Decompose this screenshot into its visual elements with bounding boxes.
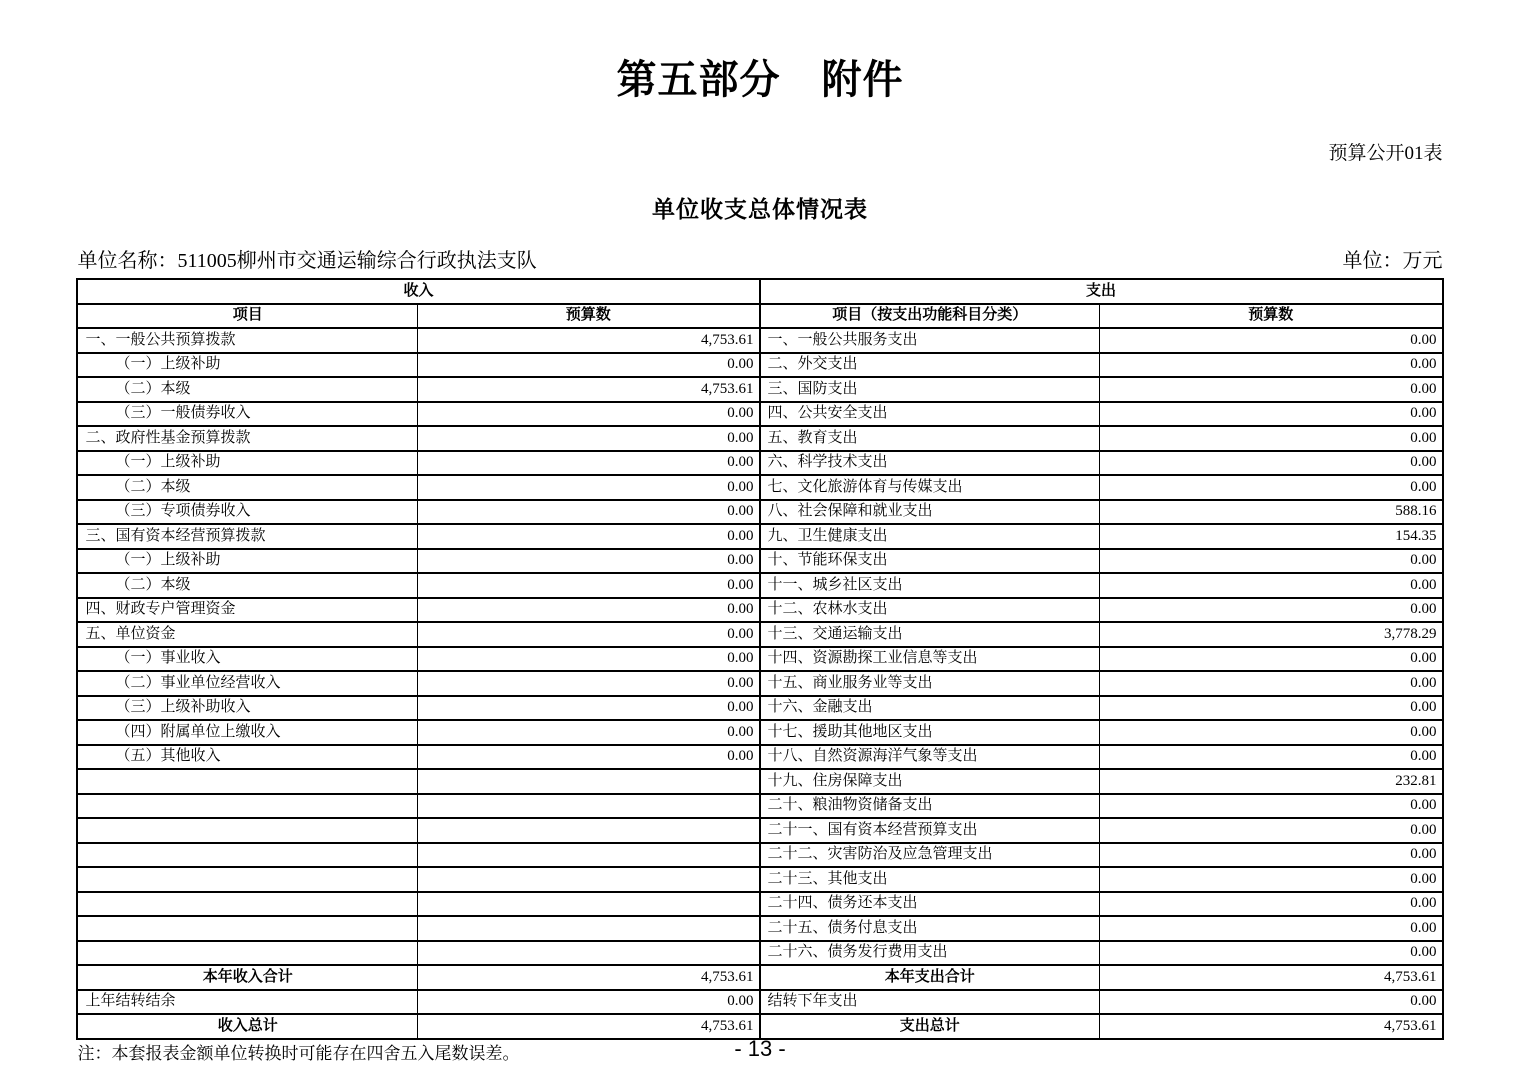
income-value-cell: 0.00 [417, 500, 759, 525]
expense-value-cell: 0.00 [1100, 720, 1443, 745]
income-value-cell: 0.00 [417, 696, 759, 721]
income-item-cell: （二）本级 [77, 377, 417, 402]
unit-label: 单位：万元 [1342, 250, 1443, 272]
table-row [77, 818, 1442, 843]
income-value-cell [417, 916, 759, 941]
income-value-cell [417, 769, 759, 794]
table-row [77, 1014, 1442, 1039]
expense-value-cell: 0.00 [1100, 745, 1443, 770]
income-value-cell: 0.00 [417, 573, 759, 598]
income-item-cell: 二、政府性基金预算拨款 [77, 426, 417, 451]
table-row [77, 500, 1442, 525]
expense-value-cell: 154.35 [1100, 524, 1443, 549]
income-item-cell [77, 867, 417, 892]
expense-value-cell: 0.00 [1100, 549, 1443, 574]
unit-name: 单位名称：511005柳州市交通运输综合行政执法支队 [77, 250, 537, 272]
expense-value-cell: 0.00 [1100, 941, 1443, 966]
table-row [77, 769, 1442, 794]
meta-row [78, 250, 1443, 272]
income-value-cell [417, 794, 759, 819]
expense-value-cell: 232.81 [1100, 769, 1443, 794]
table-row [77, 524, 1442, 549]
income-item-cell [77, 843, 417, 868]
expense-value-cell: 0.00 [1100, 353, 1443, 378]
expense-item-cell: 五、教育支出 [760, 426, 1100, 451]
table-row [77, 990, 1442, 1015]
expense-item-cell: 十九、住房保障支出 [760, 769, 1100, 794]
table-row [77, 573, 1442, 598]
income-item-cell [77, 818, 417, 843]
table-row [77, 720, 1442, 745]
income-value-cell: 0.00 [417, 475, 759, 500]
expense-item-cell: 八、社会保障和就业支出 [760, 500, 1100, 525]
expense-item-cell: 十、节能环保支出 [760, 549, 1100, 574]
table-row [77, 941, 1442, 966]
expense-item-cell: 十二、农林水支出 [760, 598, 1100, 623]
table-row [77, 377, 1442, 402]
income-item-cell [77, 794, 417, 819]
table-row [77, 916, 1442, 941]
table-row [77, 475, 1442, 500]
page-number: - 13 - [734, 1036, 786, 1061]
income-item-cell [77, 892, 417, 917]
expense-value-cell: 3,778.29 [1100, 622, 1443, 647]
expense-item-cell: 十四、资源勘探工业信息等支出 [760, 647, 1100, 672]
expense-value-cell: 588.16 [1100, 500, 1443, 525]
income-item-cell: （一）事业收入 [77, 647, 417, 672]
income-item-cell: 四、财政专户管理资金 [77, 598, 417, 623]
expense-value-cell: 0.00 [1100, 990, 1443, 1015]
income-value-cell: 0.00 [417, 990, 759, 1015]
income-item-cell: 一、一般公共预算拨款 [77, 328, 417, 353]
table-row [77, 451, 1442, 476]
page-title: 第五部分 附件 [616, 58, 904, 102]
income-item-cell: （二）本级 [77, 475, 417, 500]
table-row [77, 426, 1442, 451]
income-item-cell: （三）专项债券收入 [77, 500, 417, 525]
income-value-cell: 0.00 [417, 598, 759, 623]
income-value-cell: 4,753.61 [417, 377, 759, 402]
expense-item-cell: 十一、城乡社区支出 [760, 573, 1100, 598]
income-value-cell: 0.00 [417, 745, 759, 770]
income-item-cell [77, 941, 417, 966]
expense-value-cell: 0.00 [1100, 426, 1443, 451]
income-value-cell: 0.00 [417, 451, 759, 476]
income-value-cell [417, 818, 759, 843]
income-item-cell [77, 769, 417, 794]
income-item-cell: （一）上级补助 [77, 451, 417, 476]
income-item-cell: 本年收入合计 [77, 965, 417, 990]
expense-item-cell: 九、卫生健康支出 [760, 524, 1100, 549]
section-header-row [77, 279, 1442, 304]
table-row [77, 549, 1442, 574]
expense-value-cell: 4,753.61 [1100, 965, 1443, 990]
expense-section-header: 支出 [760, 279, 1443, 304]
income-item-cell: （四）附属单位上缴收入 [77, 720, 417, 745]
income-value-cell: 0.00 [417, 549, 759, 574]
income-item-cell: 三、国有资本经营预算拨款 [77, 524, 417, 549]
budget-table [76, 278, 1443, 1040]
expense-value-cell: 0.00 [1100, 377, 1443, 402]
expense-item-cell: 十三、交通运输支出 [760, 622, 1100, 647]
expense-value-cell: 0.00 [1100, 867, 1443, 892]
column-header-row [77, 304, 1442, 329]
expense-value-cell: 0.00 [1100, 794, 1443, 819]
form-number: 预算公开01表 [1328, 143, 1443, 164]
table-row [77, 965, 1442, 990]
expense-value-cell: 0.00 [1100, 647, 1443, 672]
expense-item-cell: 二十四、债务还本支出 [760, 892, 1100, 917]
table-row [77, 671, 1442, 696]
income-item-cell: （一）上级补助 [77, 353, 417, 378]
expense-item-cell: 二十二、灾害防治及应急管理支出 [760, 843, 1100, 868]
expense-item-cell: 七、文化旅游体育与传媒支出 [760, 475, 1100, 500]
expense-value-cell: 0.00 [1100, 475, 1443, 500]
expense-value-cell: 0.00 [1100, 451, 1443, 476]
income-item-cell [77, 916, 417, 941]
table-title: 单位收支总体情况表 [652, 196, 868, 222]
income-value-cell: 0.00 [417, 426, 759, 451]
table-row [77, 353, 1442, 378]
table-row [77, 843, 1442, 868]
income-item-cell: 收入总计 [77, 1014, 417, 1039]
expense-value-cell: 0.00 [1100, 328, 1443, 353]
expense-item-cell: 二十六、债务发行费用支出 [760, 941, 1100, 966]
expense-value-cell: 0.00 [1100, 696, 1443, 721]
expense-value-cell: 4,753.61 [1100, 1014, 1443, 1039]
table-row [77, 867, 1442, 892]
table-row [77, 794, 1442, 819]
expense-item-cell: 三、国防支出 [760, 377, 1100, 402]
income-value-cell: 0.00 [417, 647, 759, 672]
expense-item-cell: 本年支出合计 [760, 965, 1100, 990]
income-item-cell: （三）一般债券收入 [77, 402, 417, 427]
income-value-cell: 4,753.61 [417, 328, 759, 353]
expense-value-cell: 0.00 [1100, 402, 1443, 427]
expense-item-header: 项目（按支出功能科目分类） [760, 304, 1100, 329]
income-value-cell: 0.00 [417, 402, 759, 427]
expense-item-cell: 十六、金融支出 [760, 696, 1100, 721]
income-item-header: 项目 [77, 304, 417, 329]
expense-item-cell: 二十三、其他支出 [760, 867, 1100, 892]
income-value-cell: 0.00 [417, 353, 759, 378]
expense-value-cell: 0.00 [1100, 916, 1443, 941]
expense-item-cell: 十五、商业服务业等支出 [760, 671, 1100, 696]
income-item-cell: 五、单位资金 [77, 622, 417, 647]
expense-item-cell: 一、一般公共服务支出 [760, 328, 1100, 353]
income-value-cell [417, 843, 759, 868]
table-row [77, 892, 1442, 917]
table-body [77, 328, 1442, 1039]
expense-budget-header: 预算数 [1100, 304, 1443, 329]
expense-item-cell: 十八、自然资源海洋气象等支出 [760, 745, 1100, 770]
expense-value-cell: 0.00 [1100, 671, 1443, 696]
income-value-cell: 0.00 [417, 720, 759, 745]
expense-value-cell: 0.00 [1100, 573, 1443, 598]
expense-item-cell: 二十、粮油物资储备支出 [760, 794, 1100, 819]
footnote: 注：本套报表金额单位转换时可能存在四舍五入尾数误差。 [77, 1043, 520, 1063]
income-value-cell: 0.00 [417, 671, 759, 696]
expense-value-cell: 0.00 [1100, 598, 1443, 623]
income-value-cell [417, 867, 759, 892]
table-row [77, 402, 1442, 427]
income-item-cell: （五）其他收入 [77, 745, 417, 770]
table-row [77, 647, 1442, 672]
income-budget-header: 预算数 [417, 304, 759, 329]
expense-item-cell: 二十五、债务付息支出 [760, 916, 1100, 941]
table-row [77, 745, 1442, 770]
expense-item-cell: 十七、援助其他地区支出 [760, 720, 1100, 745]
expense-item-cell: 六、科学技术支出 [760, 451, 1100, 476]
income-value-cell: 0.00 [417, 524, 759, 549]
expense-item-cell: 二、外交支出 [760, 353, 1100, 378]
expense-value-cell: 0.00 [1100, 818, 1443, 843]
income-value-cell: 0.00 [417, 622, 759, 647]
income-value-cell: 4,753.61 [417, 1014, 759, 1039]
income-value-cell [417, 941, 759, 966]
income-item-cell: 上年结转结余 [77, 990, 417, 1015]
table-row [77, 622, 1442, 647]
expense-item-cell: 结转下年支出 [760, 990, 1100, 1015]
table-row [77, 328, 1442, 353]
income-item-cell: （二）事业单位经营收入 [77, 671, 417, 696]
income-item-cell: （一）上级补助 [77, 549, 417, 574]
expense-item-cell: 二十一、国有资本经营预算支出 [760, 818, 1100, 843]
income-value-cell: 4,753.61 [417, 965, 759, 990]
income-item-cell: （三）上级补助收入 [77, 696, 417, 721]
table-row [77, 696, 1442, 721]
income-section-header: 收入 [77, 279, 759, 304]
expense-value-cell: 0.00 [1100, 843, 1443, 868]
income-value-cell [417, 892, 759, 917]
expense-item-cell: 支出总计 [760, 1014, 1100, 1039]
expense-item-cell: 四、公共安全支出 [760, 402, 1100, 427]
income-item-cell: （二）本级 [77, 573, 417, 598]
expense-value-cell: 0.00 [1100, 892, 1443, 917]
table-row [77, 598, 1442, 623]
